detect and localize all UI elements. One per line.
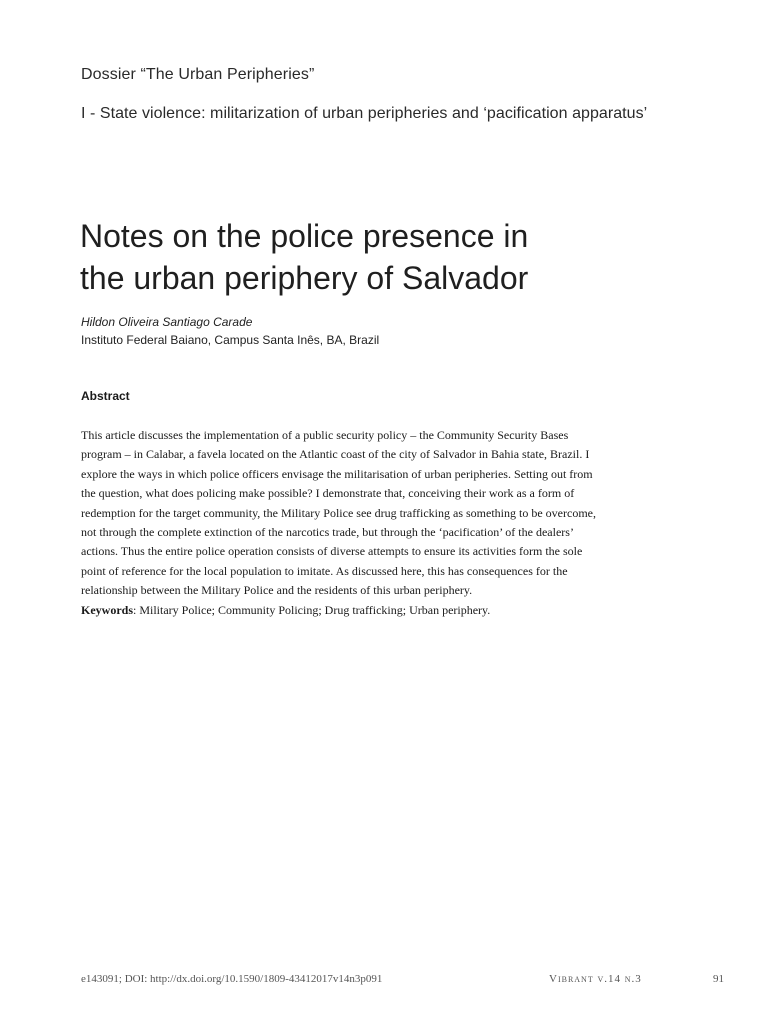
footer-doi: e143091; DOI: http://dx.doi.org/10.1590/1809-43412017v14n3p091	[81, 973, 383, 985]
keywords-text: : Military Police; Community Policing; Drug trafficking; Urban periphery.	[133, 602, 491, 617]
abstract-line: redemption for the target community, the Military Police see drug trafficking as something to be overcome,	[81, 505, 596, 520]
abstract-heading: Abstract	[81, 389, 130, 403]
article-title	[80, 215, 700, 299]
dossier-label: Dossier “The Urban Peripheries”	[81, 66, 315, 83]
abstract-line: program – in Calabar, a favela located on the Atlantic coast of the city of Salvador in Bahia state, Brazil. I	[81, 447, 590, 462]
abstract-line: relationship between the Military Police and the residents of this urban periphery.	[81, 583, 473, 598]
title-line-1: Notes on the police presence in	[80, 218, 529, 254]
page-number: 91	[713, 973, 724, 985]
author-name: Hildon Oliveira Santiago Carade	[81, 315, 253, 329]
author-affiliation: Instituto Federal Baiano, Campus Santa Inês, BA, Brazil	[81, 333, 380, 347]
keywords	[81, 601, 671, 620]
abstract-line: actions. Thus the entire police operation consists of diverse attempts to ensure its activities form the sole	[81, 544, 583, 559]
section-label: I - State violence: militarization of urban peripheries and ‘pacification apparatus’	[81, 105, 648, 122]
abstract-body	[81, 426, 671, 620]
abstract-line: not through the complete extinction of the narcotics trade, but through the ‘pacification’ of the dealers’	[81, 525, 574, 540]
abstract-line: point of reference for the local population to imitate. As discussed here, this has consequences for the	[81, 563, 568, 578]
abstract-line: This article discusses the implementation of a public security policy – the Community Security Bases	[81, 428, 569, 442]
abstract-line: the question, what does policing make possible? I demonstrate that, conceiving their work as a form of	[81, 486, 575, 501]
keywords-label: Keywords	[81, 602, 133, 617]
footer-journal: Vibrant v.14 n.3	[549, 973, 642, 985]
title-line-2: the urban periphery of Salvador	[80, 260, 529, 296]
abstract-line: explore the ways in which police officers envisage the militarisation of urban peripheries. Setting out from	[81, 466, 593, 481]
